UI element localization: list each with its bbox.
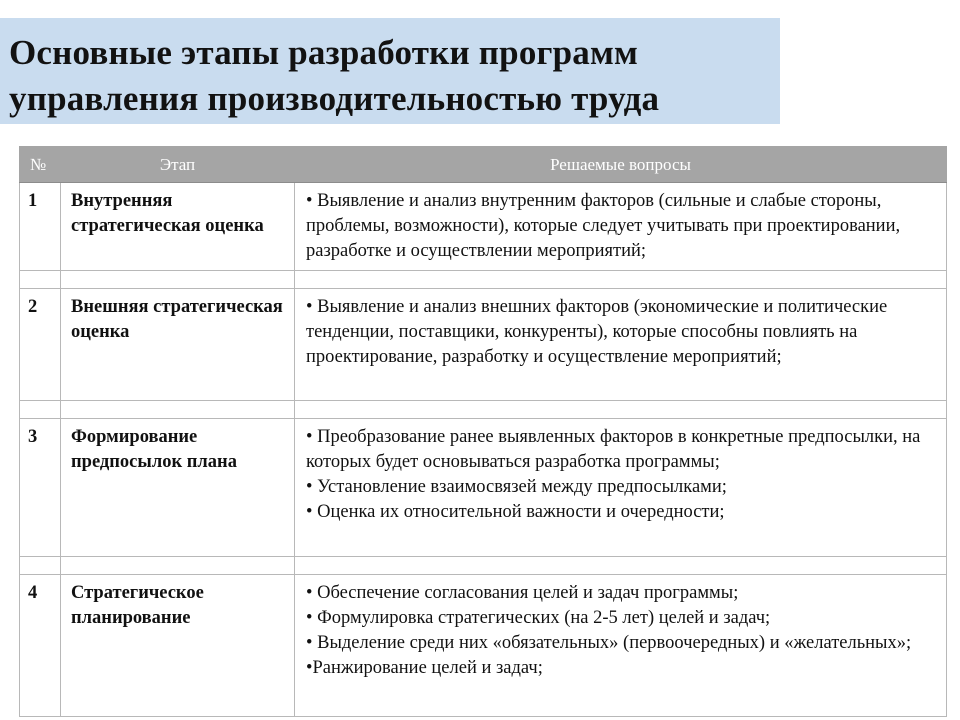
table-header-row xyxy=(20,147,947,183)
issue-item: • Преобразование ранее выявленных факторов в конкретные предпосылки, на которых будет основываться разработка программы; xyxy=(306,427,921,472)
row-number: 1 xyxy=(20,183,61,271)
page-title xyxy=(9,30,780,122)
row-number: 3 xyxy=(20,419,61,557)
row-issues xyxy=(295,419,947,557)
table-row xyxy=(20,575,947,717)
issue-item: • Оценка их относительной важности и очередности; xyxy=(306,502,725,522)
page-title-line-1: Основные этапы разработки программ xyxy=(9,33,639,72)
row-stage: Внутренняя стратегическая оценка xyxy=(61,183,295,271)
issue-item: • Формулировка стратегических (на 2-5 лет) целей и задач; xyxy=(306,608,771,628)
row-separator xyxy=(20,557,947,575)
table-header xyxy=(20,147,947,183)
row-issues xyxy=(295,289,947,401)
row-stage: Формирование предпосылок плана xyxy=(61,419,295,557)
table-row xyxy=(20,419,947,557)
issue-item: • Выявление и анализ внешних факторов (экономические и политические тенденции, поставщики, конкуренты), которые способны повлиять на проектирование, разработку и осуществление мероприятий; xyxy=(306,297,888,367)
row-number: 4 xyxy=(20,575,61,717)
row-separator xyxy=(20,401,947,419)
header-issues: Решаемые вопросы xyxy=(295,147,947,183)
issue-item: • Выделение среди них «обязательных» (первоочередных) и «желательных»; xyxy=(306,633,912,653)
row-number: 2 xyxy=(20,289,61,401)
row-issues xyxy=(295,183,947,271)
row-stage: Внешняя стратегическая оценка xyxy=(61,289,295,401)
row-separator xyxy=(20,271,947,289)
header-stage: Этап xyxy=(61,147,295,183)
title-banner xyxy=(0,18,780,124)
issue-item: • Обеспечение согласования целей и задач программы; xyxy=(306,583,739,603)
stages-table xyxy=(19,146,947,717)
table-row xyxy=(20,183,947,271)
issue-item: • Выявление и анализ внутренним факторов (сильные и слабые стороны, проблемы, возможности), которые следует учитывать при проектировании, разработке и осуществлении мероприятий; xyxy=(306,191,901,261)
table-row xyxy=(20,289,947,401)
issue-item: •Ранжирование целей и задач; xyxy=(306,658,543,678)
page-title-line-2: управления производительностью труда xyxy=(9,79,660,118)
issue-item: • Установление взаимосвязей между предпосылками; xyxy=(306,477,727,497)
row-issues xyxy=(295,575,947,717)
header-number: № xyxy=(20,147,61,183)
row-stage: Стратегическое планирование xyxy=(61,575,295,717)
